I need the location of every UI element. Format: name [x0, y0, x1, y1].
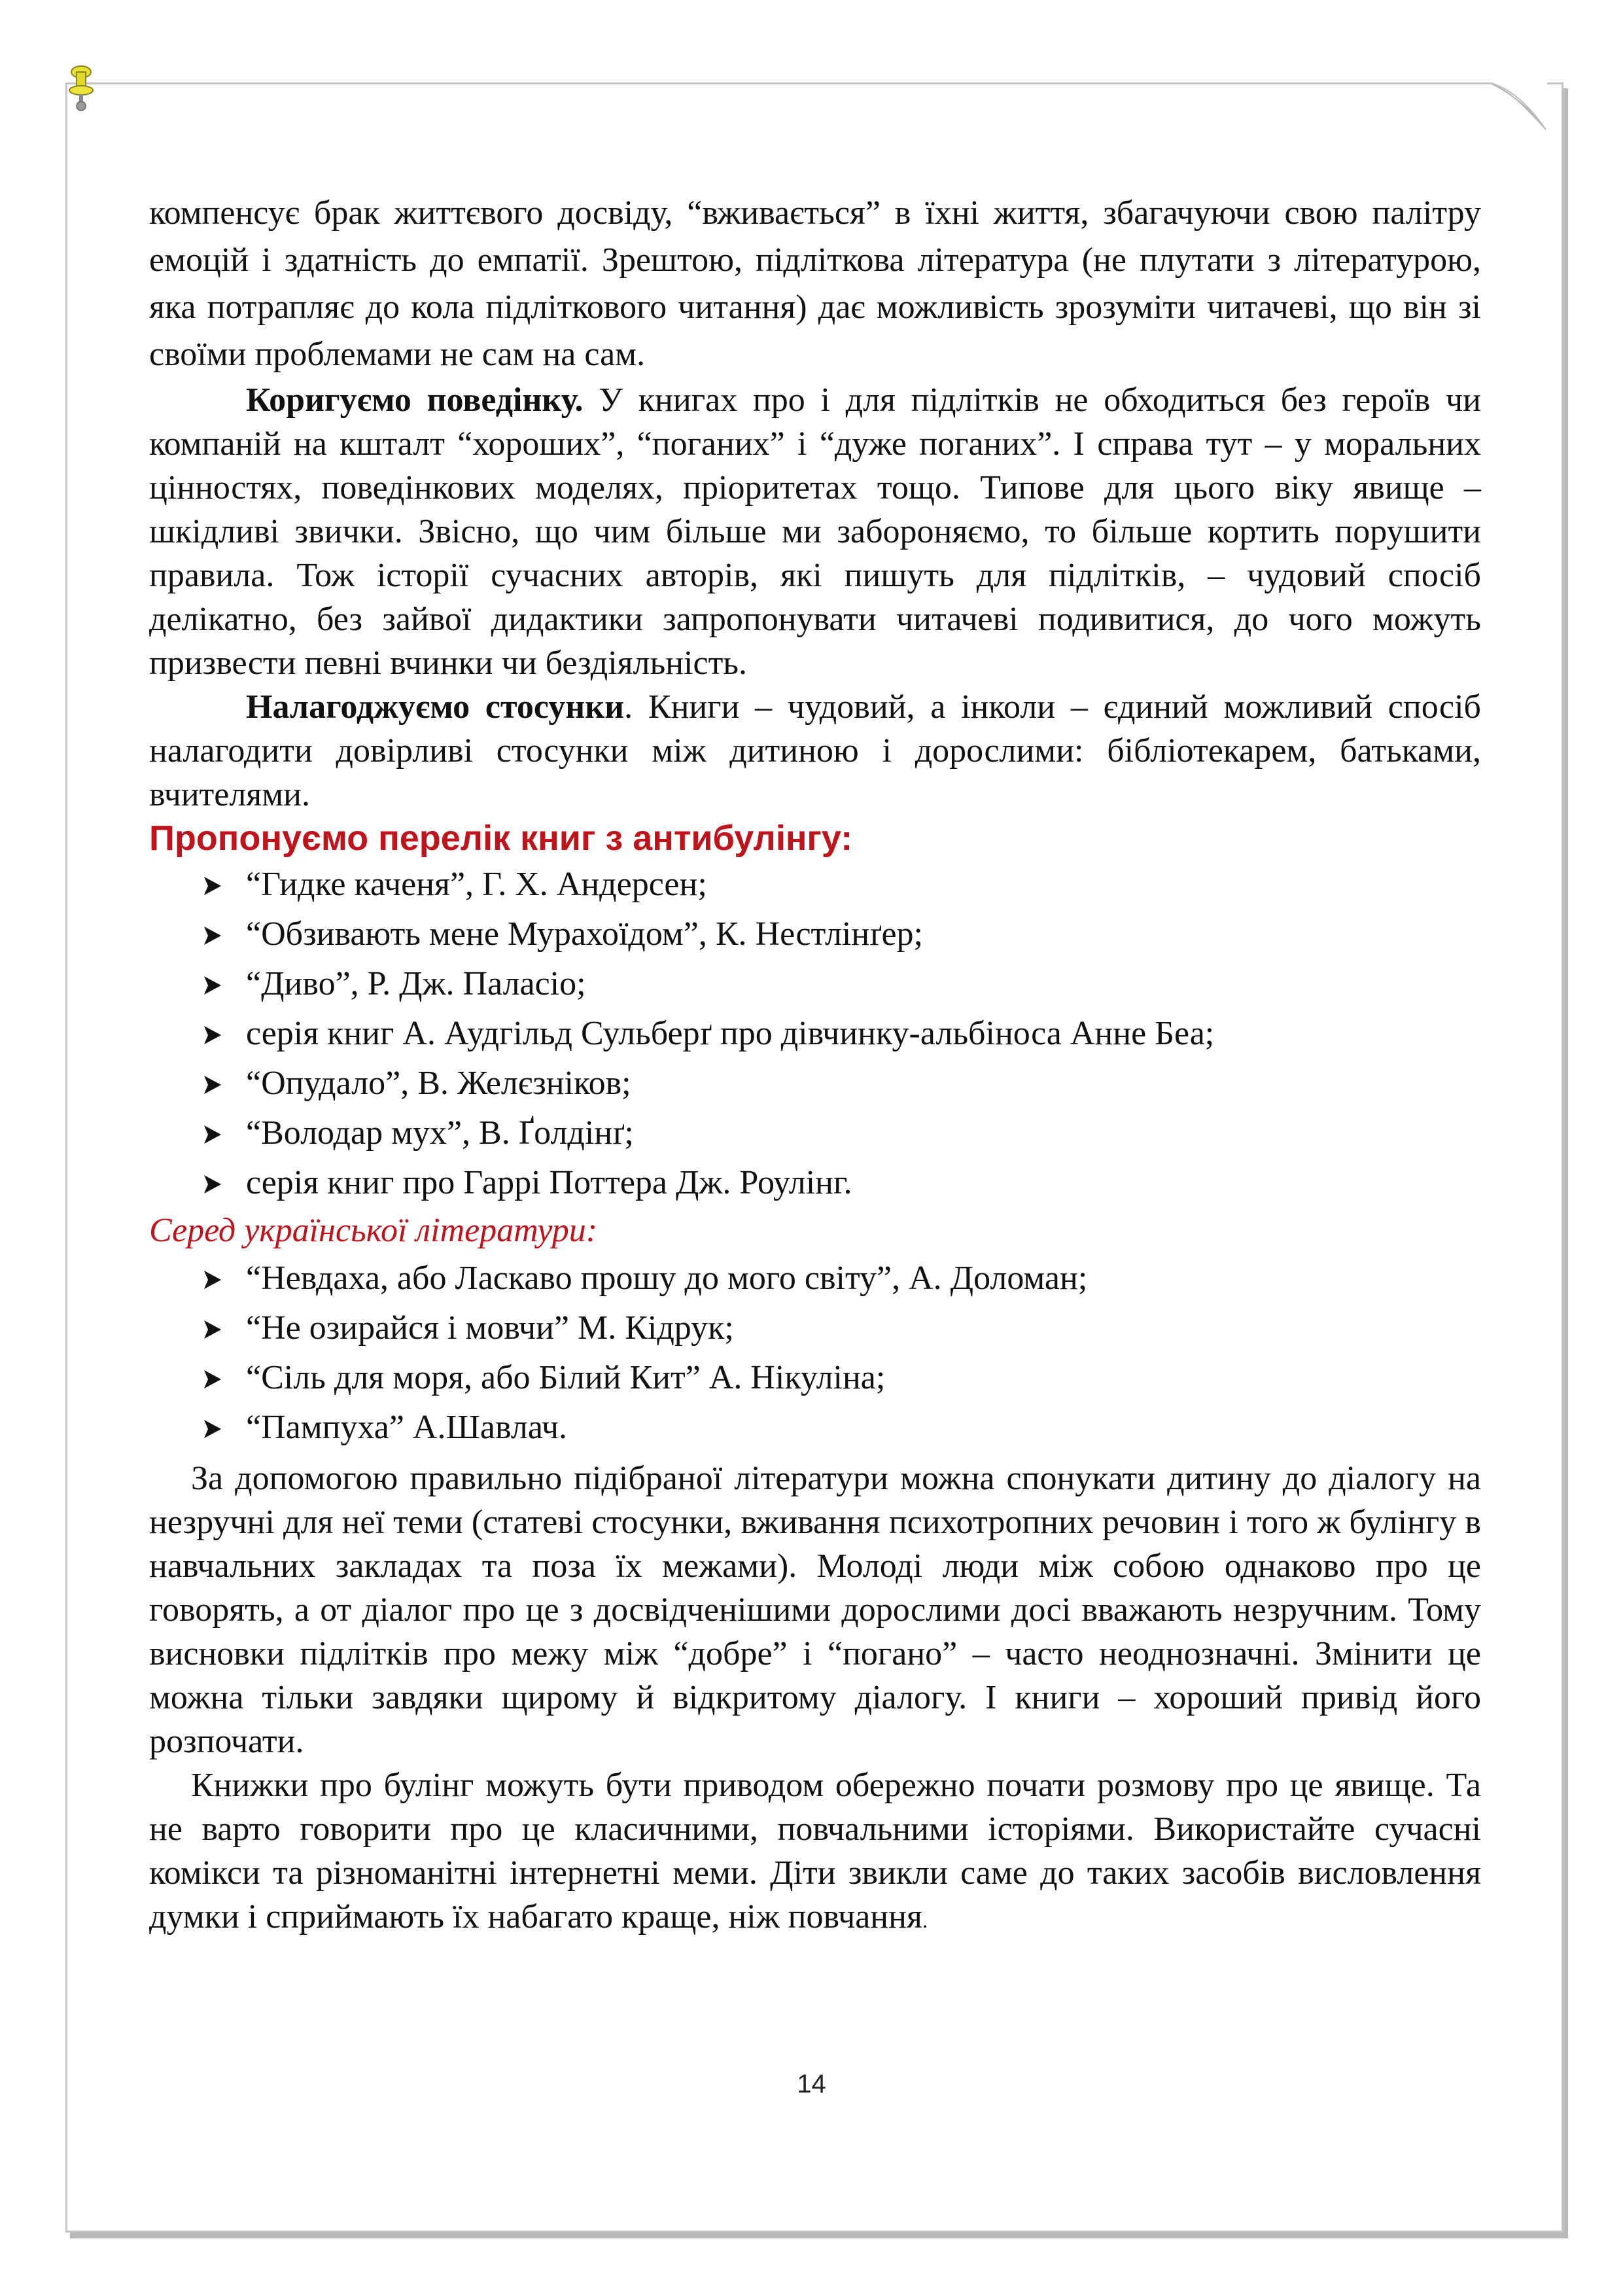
relations-text: . Книги – чудовий, а інколи – єдиний можливий спосіб налагодити довірливі стосунки між дитиною і дорослими: бібліотекарем, батьками, вчителями.: [149, 688, 1481, 813]
arrow-bullet-icon: [199, 910, 230, 959]
arrow-bullet-icon: [199, 1009, 230, 1059]
page-curl-icon: [1488, 82, 1547, 132]
comics-paragraph: Книжки про булінг можуть бути приводом обережно почати розмову про це явище. Та не варто говорити про це класичними, повчальними історіями. Використайте сучасні комікси та різноманітні інтернетні меми. Діти звикли саме до таких засобів висловлення думки і сприймають їх набагато краще, ніж повчання.: [149, 1767, 1481, 1935]
dialog-paragraph: За допомогою правильно підібраної літератури можна спонукати дитину до діалогу на незручні для неї теми (статеві стосунки, вживання психотропних речовин і того ж булінгу в навчальних закладах та поза їх межами). Молоді люди між собою однаково про це говорять, а от діалог про це з досвідченішими дорослими досі вважають незручним. Тому висновки підлітків про межу між “добре” і “погано” – часто неоднозначні. Змінити це можна тільки завдяки щирому й відкритому діалогу. І книги – хороший привід його розпочати.: [149, 1460, 1481, 1760]
list-item: “Невдаха, або Ласкаво прошу до мого світу”, А. Доломан;: [149, 1254, 1481, 1303]
behavior-heading: Коригуємо поведінку.: [246, 381, 584, 419]
list-item: “Обзивають мене Мурахоїдом”, К. Нестлінґер;: [149, 910, 1481, 959]
relations-heading: Налагоджуємо стосунки: [246, 688, 625, 726]
list-item: “Пампуха” А.Шавлач.: [149, 1403, 1481, 1453]
pushpin-icon: [68, 64, 94, 116]
page-number: 14: [797, 2070, 826, 2098]
book-list: [149, 860, 1481, 1208]
list-item: “Володар мух”, В. Ґолдінґ;: [149, 1108, 1481, 1158]
arrow-bullet-icon: [199, 1108, 230, 1158]
arrow-bullet-icon: [199, 959, 230, 1009]
behavior-paragraph: [149, 378, 1481, 685]
list-item: “Не озирайся і мовчи” М. Кідрук;: [149, 1303, 1481, 1353]
list-item: серія книг про Гаррі Поттера Дж. Роулінг.: [149, 1158, 1481, 1208]
list-item: “Диво”, Р. Дж. Паласіо;: [149, 959, 1481, 1009]
arrow-bullet-icon: [199, 1158, 230, 1208]
relations-paragraph: [149, 685, 1481, 817]
arrow-bullet-icon: [199, 1254, 230, 1303]
list-item: серія книг А. Аудгільд Сульберґ про дівчинку-альбіноса Анне Беа;: [149, 1009, 1481, 1059]
arrow-bullet-icon: [199, 860, 230, 910]
arrow-bullet-icon: [199, 1403, 230, 1453]
arrow-bullet-icon: [199, 1059, 230, 1108]
intro-paragraph: компенсує брак життєвого досвіду, “вживається” в їхні життя, збагачуючи свою палітру емоцій і здатність до емпатії. Зрештою, підліткова література (не плутати з літературою, яка потрапляє до кола підліткового читання) дає можливість зрозуміти читачеві, що він зі своїми проблемами не сам на сам.: [149, 194, 1481, 373]
list-item: “Сіль для моря, або Білий Кит” А. Нікуліна;: [149, 1353, 1481, 1403]
list-item: “Опудало”, В. Желєзніков;: [149, 1059, 1481, 1108]
list-item: “Гидке каченя”, Г. Х. Андерсен;: [149, 860, 1481, 910]
page-body: [149, 190, 1481, 1943]
arrow-bullet-icon: [199, 1353, 230, 1403]
ukrainian-literature-heading: Серед української літератури:: [149, 1212, 598, 1249]
behavior-text: У книгах про і для підлітків не обходиться без героїв чи компаній на кшталт “хороших”, “поганих” і “дуже поганих”. І справа тут – у моральних цінностях, поведінкових моделях, пріоритетах тощо. Типове для цього віку явище – шкідливі звички. Звісно, що чим більше ми забороняємо, то більше кортить порушити правила. Тож історії сучасних авторів, які пишуть для підлітків, – чудовий спосіб делікатно, без зайвої дидактики запропонувати читачеві подивитися, до чого можуть призвести певні вчинки чи бездіяльність.: [149, 381, 1481, 682]
ukrainian-book-list: [149, 1254, 1481, 1453]
arrow-bullet-icon: [199, 1303, 230, 1353]
book-list-heading: Пропонуємо перелік книг з антибулінгу:: [149, 819, 853, 858]
